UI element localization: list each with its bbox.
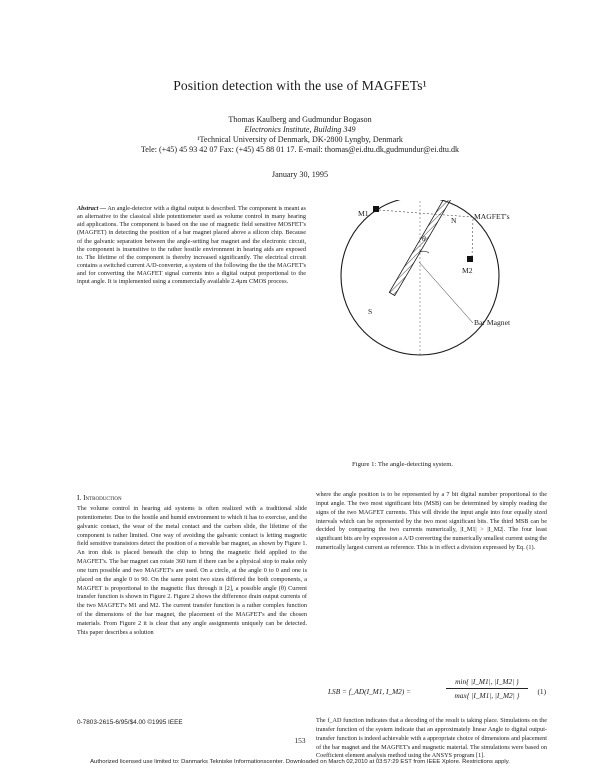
magfets-pointer-m1 (379, 210, 472, 217)
body-left-column: The volume control in hearing aid systems is often realized with a traditional slide potentiometer. Due to the hostile and humid environment to which it has to exercise, and the galvanic contact, the wear of the metal contact and the carbon slide, the lifetime of the component is rather limited. One way of avoiding the galvanic contact is letting magnetic field sensitive transistors detect the position of a movable bar magnet, as shown by Figure 1. An iron disk is placed beneath the chip to bring the magnetic field applied to the MAGFET's. The bar magnet can rotate 360 turn if there can be a physical stop to make only one turn possible and two MAGFET's are used. On a circle, at the angle 0 to 0 and one is placed on the angle 0 to 90. On the same point two sizes differed the both components, a MAGFET is proportional to the magnetic flux through it [2], a possible angle (θ) Current transfer function is shown in Figure 2. Figure 2 shows the difference drain output currents of the two MAGFET's M1 and M2. The current transfer function is a rather complex function of the dimensions of the bar magnet, the placement of the MAGFET's and the chosen materials. From Figure 2 it is clear that any angle assignments uniquely can be detected. This paper describes a solution (77, 505, 307, 636)
magfets-pointer-m2 (472, 219, 473, 257)
equation-lhs: LSB = f_AD(I_M1, I_M2) = (328, 687, 412, 696)
abstract-label: Abstract — (77, 205, 107, 212)
label-s: S (368, 307, 373, 316)
equation-fraction (446, 677, 528, 700)
abstract-text: An angle-detector with a digital output is described. The component is meant as an alternative to the classical slide potentiometer used as volume control in many hearing aid applications. The component is based on the use of magnetic field sensitive MOSFET's (MAGFET) in detecting the position of a bar magnet placed above a silicon chip. Because of the galvanic separation between the angle-setting bar magnet and the electronic circuit, the component is insensitive to the rather hostile environment in hearing aids are exposed to. The lifetime of the component is thereby increased significantly. The electrical circuit contains a switched current A/D-converter, a system of the following the the the MAGFET's and for converting the MAGFET signal currents into a digital output proportional to the input angle. It is implemented using a commercially available 2.4µm CMOS process. (77, 205, 306, 286)
author-institute: Electronics Institute, Building 349 (244, 125, 356, 134)
copyright-notice: 0-7803-2615-6/95/$4.00 ©1995 IEEE (77, 719, 183, 726)
m1-sensor-marker (373, 206, 379, 212)
equation-1 (328, 675, 546, 709)
label-bar-magnet: Bar Magnet (474, 318, 511, 327)
label-theta: θ (422, 234, 426, 243)
author-university: ¹Technical University of Denmark, DK-2800 Lyngby, Denmark (197, 135, 403, 144)
figure-caption: Figure 1: The angle-detecting system. (352, 461, 454, 468)
body-right-column-2: The f_AD function indicates that a decoding of the result is taking place. Simulations on the transfer function of the system indicate that an approximately linear Angle to digital output-transfer function is indeed achievable with a appropriate choice of dimensions and placement of the bar magnet and the MAGFET's and magnetic material. The simulations were based on Coefficient element analysis method using the ANSYS program [1]. (316, 717, 547, 760)
label-m2: M2 (462, 266, 473, 275)
figure-1 (318, 200, 533, 470)
author-contact: Tele: (+45) 45 93 42 07 Fax: (+45) 45 88 01 17. E-mail: thomas@ei.dtu.dk,gudmundur@ei.dtu.dk (140, 145, 460, 154)
section-heading: I. Introduction (77, 493, 122, 502)
label-magfets: MAGFET's (474, 212, 510, 221)
label-m1: M1 (358, 209, 369, 218)
page-number: 153 (294, 736, 306, 745)
equation-denominator: max{ |I_M1|, |I_M2| } (454, 691, 520, 700)
theta-arc (420, 251, 429, 253)
paper-date: January 30, 1995 (271, 170, 329, 179)
paper-title: Position detection with the use of MAGFETs¹ (173, 78, 427, 93)
author-names: Thomas Kaulberg and Gudmundur Bogason (228, 115, 372, 124)
equation-number: (1) (537, 687, 546, 696)
abstract (77, 205, 306, 287)
body-right-column-1: where the angle position is to be represented by a 7 bit digital number proportional to the input angle. The two most significant bits (MSB) can be determined by simply reading the signs of the two MAGFET currents. This will divide the input angle into four equally sized intervals which can be represented by the two most significant bits. The third MSB can be decided by comparing the two currents numerically, |I_M1| > |I_M2|. The four least significant bits are by expression a A/D converting the numerically smallest current using the numerically largest current as reference. This is in effect a division expressed by Eq. (1). (316, 491, 547, 552)
label-n: N (451, 216, 457, 225)
ieee-xplore-footer: Authorized licensed use limited to: Danmarks Tekniske Informationscenter. Downloaded on March 02,2010 at 03:57:29 EST from IEEE Xplore. Restrictions apply. (90, 759, 510, 765)
equation-numerator: min{ |I_M1|, |I_M2| } (446, 677, 528, 689)
